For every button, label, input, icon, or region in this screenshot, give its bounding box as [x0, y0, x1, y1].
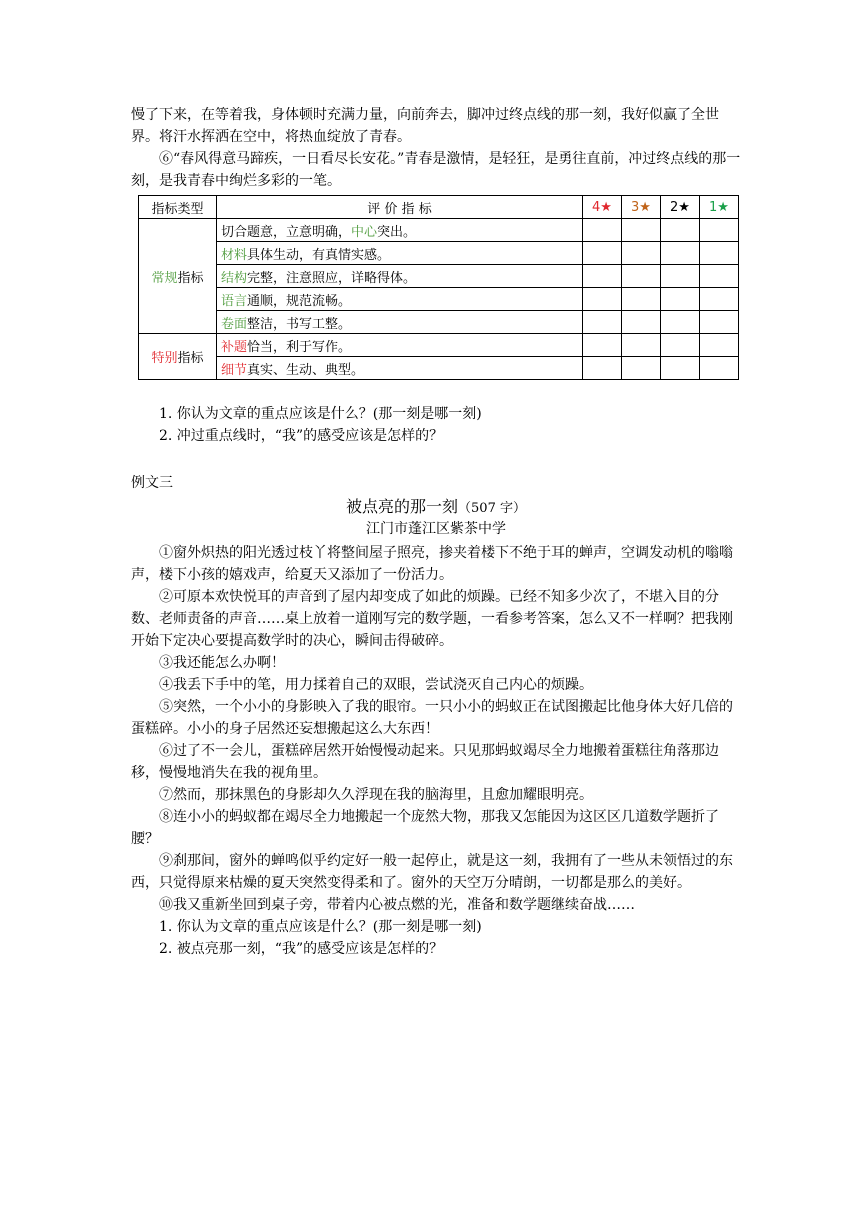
- criteria-cell: 材料具体生动，有真情实感。: [217, 242, 583, 265]
- essay3-paragraph: ②可原本欢快悦耳的声音到了屋内却变成了如此的烦躁。已经不知多少次了，不堪入目的分数、老师责备的声音……桌上放着一道刚写完的数学题，一看参考答案，怎么又不一样啊？把我刚开始下定决心要提高数学时的决心，瞬间击得破碎。: [131, 589, 733, 649]
- question-item: 1. 你认为文章的重点应该是什么？(那一刻是哪一刻): [159, 919, 482, 935]
- score-cell[interactable]: [661, 265, 700, 288]
- group-special-label: 特别指标: [139, 334, 217, 380]
- criteria-cell: 卷面整洁，书写工整。: [217, 311, 583, 334]
- score-cell[interactable]: [700, 265, 739, 288]
- score-cell[interactable]: [622, 311, 661, 334]
- score-cell[interactable]: [661, 334, 700, 357]
- score-cell[interactable]: [700, 311, 739, 334]
- header-star1: 1★: [700, 196, 739, 219]
- group-regular-label: 常规指标: [139, 219, 217, 334]
- essay2-text: [131, 104, 741, 192]
- score-cell[interactable]: [622, 242, 661, 265]
- table-row: [139, 219, 739, 242]
- score-cell[interactable]: [700, 219, 739, 242]
- header-star4: 4★: [583, 196, 622, 219]
- essay-author-school: 江门市蓬江区紫茶中学: [366, 521, 506, 537]
- example3-label: 例文三: [131, 475, 173, 491]
- score-cell[interactable]: [661, 219, 700, 242]
- table-row: [139, 242, 739, 265]
- essay3-paragraph: ⑤突然，一个小小的身影映入了我的眼帘。一只小小的蚂蚁正在试图搬起比他身体大好几倍的蛋糕碎。小小的身子居然还妄想搬起这么大东西！: [131, 699, 733, 737]
- score-cell[interactable]: [583, 288, 622, 311]
- score-cell[interactable]: [622, 288, 661, 311]
- score-cell[interactable]: [583, 242, 622, 265]
- essay2-paragraph: ⑥“春风得意马蹄疾，一日看尽长安花。”青春是激情，是轻狂，是勇往直前，冲过终点线的那一刻，是我青春中绚烂多彩的一笔。: [131, 151, 741, 189]
- score-cell[interactable]: [622, 219, 661, 242]
- score-cell[interactable]: [661, 311, 700, 334]
- score-cell[interactable]: [661, 288, 700, 311]
- essay3-paragraph: ⑦然而，那抹黑色的身影却久久浮现在我的脑海里，且愈加耀眼明亮。: [159, 787, 593, 803]
- table-row: [139, 311, 739, 334]
- essay2-paragraph: 慢了下来，在等着我，身体顿时充满力量，向前奔去，脚冲过终点线的那一刻，我好似赢了全世界。将汗水挥洒在空中，将热血绽放了青春。: [131, 107, 719, 145]
- score-cell[interactable]: [661, 357, 700, 380]
- criteria-cell: 补题恰当，利于写作。: [217, 334, 583, 357]
- score-cell[interactable]: [583, 334, 622, 357]
- score-cell[interactable]: [700, 242, 739, 265]
- question-item: 1. 你认为文章的重点应该是什么？(那一刻是哪一刻): [159, 406, 482, 422]
- question-item: 2. 被点亮那一刻，“我”的感受应该是怎样的？: [159, 941, 444, 957]
- essay3-paragraph: ①窗外炽热的阳光透过枝丫将整间屋子照亮，掺夹着楼下不绝于耳的蝉声，空调发动机的嗡嗡声，楼下小孩的嬉戏声，给夏天又添加了一份活力。: [131, 545, 733, 583]
- essay-title: 被点亮的那一刻（507 字）: [346, 497, 526, 516]
- essay3-paragraph: ⑨刹那间，窗外的蝉鸣似乎约定好一般一起停止，就是这一刻，我拥有了一些从未领悟过的东西，只觉得原来枯燥的夏天突然变得柔和了。窗外的天空万分晴朗，一切都是那么的美好。: [131, 853, 733, 891]
- score-cell[interactable]: [583, 357, 622, 380]
- essay3-paragraph: ⑩我又重新坐回到桌子旁，带着内心被点燃的光，准备和数学题继续奋战……: [159, 897, 635, 913]
- header-star2: 2★: [661, 196, 700, 219]
- evaluation-rubric-table: [138, 195, 739, 380]
- score-cell[interactable]: [622, 265, 661, 288]
- score-cell[interactable]: [622, 357, 661, 380]
- criteria-cell: 切合题意，立意明确，中心突出。: [217, 219, 583, 242]
- score-cell[interactable]: [700, 288, 739, 311]
- table-row: [139, 334, 739, 357]
- score-cell[interactable]: [583, 265, 622, 288]
- score-cell[interactable]: [622, 334, 661, 357]
- question-item: 2. 冲过重点线时，“我”的感受应该是怎样的？: [159, 428, 444, 444]
- essay3-paragraph: ④我丢下手中的笔，用力揉着自己的双眼，尝试浇灭自己内心的烦躁。: [159, 677, 593, 693]
- criteria-cell: 结构完整，注意照应，详略得体。: [217, 265, 583, 288]
- table-row: [139, 265, 739, 288]
- header-type: 指标类型: [139, 196, 217, 219]
- score-cell[interactable]: [661, 242, 700, 265]
- essay3-body: [131, 542, 741, 960]
- rubric-header-row: [139, 196, 739, 219]
- score-cell[interactable]: [583, 311, 622, 334]
- score-cell[interactable]: [583, 219, 622, 242]
- header-star3: 3★: [622, 196, 661, 219]
- score-cell[interactable]: [700, 357, 739, 380]
- criteria-cell: 细节真实、生动、典型。: [217, 357, 583, 380]
- questions-essay2: [131, 403, 741, 447]
- essay3-paragraph: ⑧连小小的蚂蚁都在竭尽全力地搬起一个庞然大物，那我又怎能因为这区区几道数学题折了腰？: [131, 809, 719, 847]
- essay3-paragraph: ③我还能怎么办啊！: [159, 655, 285, 671]
- table-row: [139, 357, 739, 380]
- table-row: [139, 288, 739, 311]
- score-cell[interactable]: [700, 334, 739, 357]
- essay3-paragraph: ⑥过了不一会儿，蛋糕碎居然开始慢慢动起来。只见那蚂蚁竭尽全力地搬着蛋糕往角落那边移，慢慢地消失在我的视角里。: [131, 743, 719, 781]
- header-criteria: 评 价 指 标: [217, 196, 583, 219]
- criteria-cell: 语言通顺，规范流畅。: [217, 288, 583, 311]
